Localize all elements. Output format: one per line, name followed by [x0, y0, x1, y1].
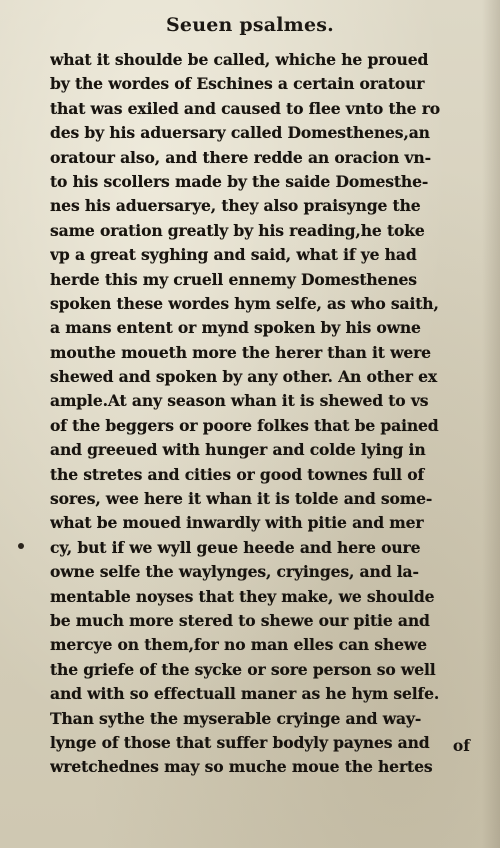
text-line: that was exiled and caused to flee vnto the ro	[50, 98, 441, 118]
text-line: mercye on them,for no man elles can shewe	[50, 635, 427, 655]
text-line: ample.At any season whan it is shewed to vs	[50, 391, 429, 411]
text-line: oratour also, and there redde an oracion vn-	[50, 147, 431, 167]
catchword: of	[452, 736, 470, 755]
text-line: sores, wee here it whan it is tolde and some-	[50, 489, 433, 509]
text-line: owne selfe the waylynges, cryinges, and la-	[50, 562, 419, 582]
text-line: des by his aduersary called Domesthenes,an	[50, 123, 430, 143]
ink-spot	[18, 543, 24, 549]
text-line: cy, but if we wyll geue heede and here oure	[50, 537, 421, 557]
text-line: a mans entent or mynd spoken by his owne	[50, 318, 421, 338]
text-line: the stretes and cities or good townes full of	[50, 464, 425, 484]
text-line: and greeued with hunger and colde lying in	[50, 440, 426, 460]
binding-shadow	[482, 0, 500, 848]
text-line: vp a great syghing and said, what if ye had	[50, 245, 417, 265]
text-line: lynge of those that suffer bodyly paynes and	[50, 732, 430, 752]
text-line: mentable noyses that they make, we shoulde	[50, 586, 435, 606]
text-line: the griefe of the sycke or sore person so well	[50, 659, 436, 679]
text-line: what be moued inwardly with pitie and mer	[50, 513, 424, 533]
text-line: mouthe moueth more the herer than it were	[50, 342, 431, 362]
text-line: herde this my cruell ennemy Domesthenes	[50, 269, 417, 289]
text-line: wretchednes may so muche moue the hertes	[50, 757, 433, 777]
text-line: of the beggers or poore folkes that be pained	[50, 415, 439, 435]
text-line: shewed and spoken by any other. An other ex	[50, 367, 438, 387]
text-line: be much more stered to shewe our pitie and	[50, 610, 430, 630]
text-line: to his scollers made by the saide Domesthe-	[50, 171, 429, 191]
text-line: by the wordes of Eschines a certain oratour	[50, 74, 425, 94]
text-line: same oration greatly by his reading,he toke	[50, 220, 425, 240]
text-line: what it shoulde be called, whiche he proued	[50, 50, 429, 69]
text-line: spoken these wordes hym selfe, as who saith,	[50, 293, 439, 313]
text-line: and with so effectuall maner as he hym selfe.	[50, 684, 440, 704]
body-text	[50, 48, 476, 780]
text-line: nes his aduersarye, they also praisynge the	[50, 196, 421, 216]
text-line: Than sythe the myserable cryinge and way-	[50, 708, 422, 728]
running-head: Seuen psalmes.	[166, 14, 334, 36]
